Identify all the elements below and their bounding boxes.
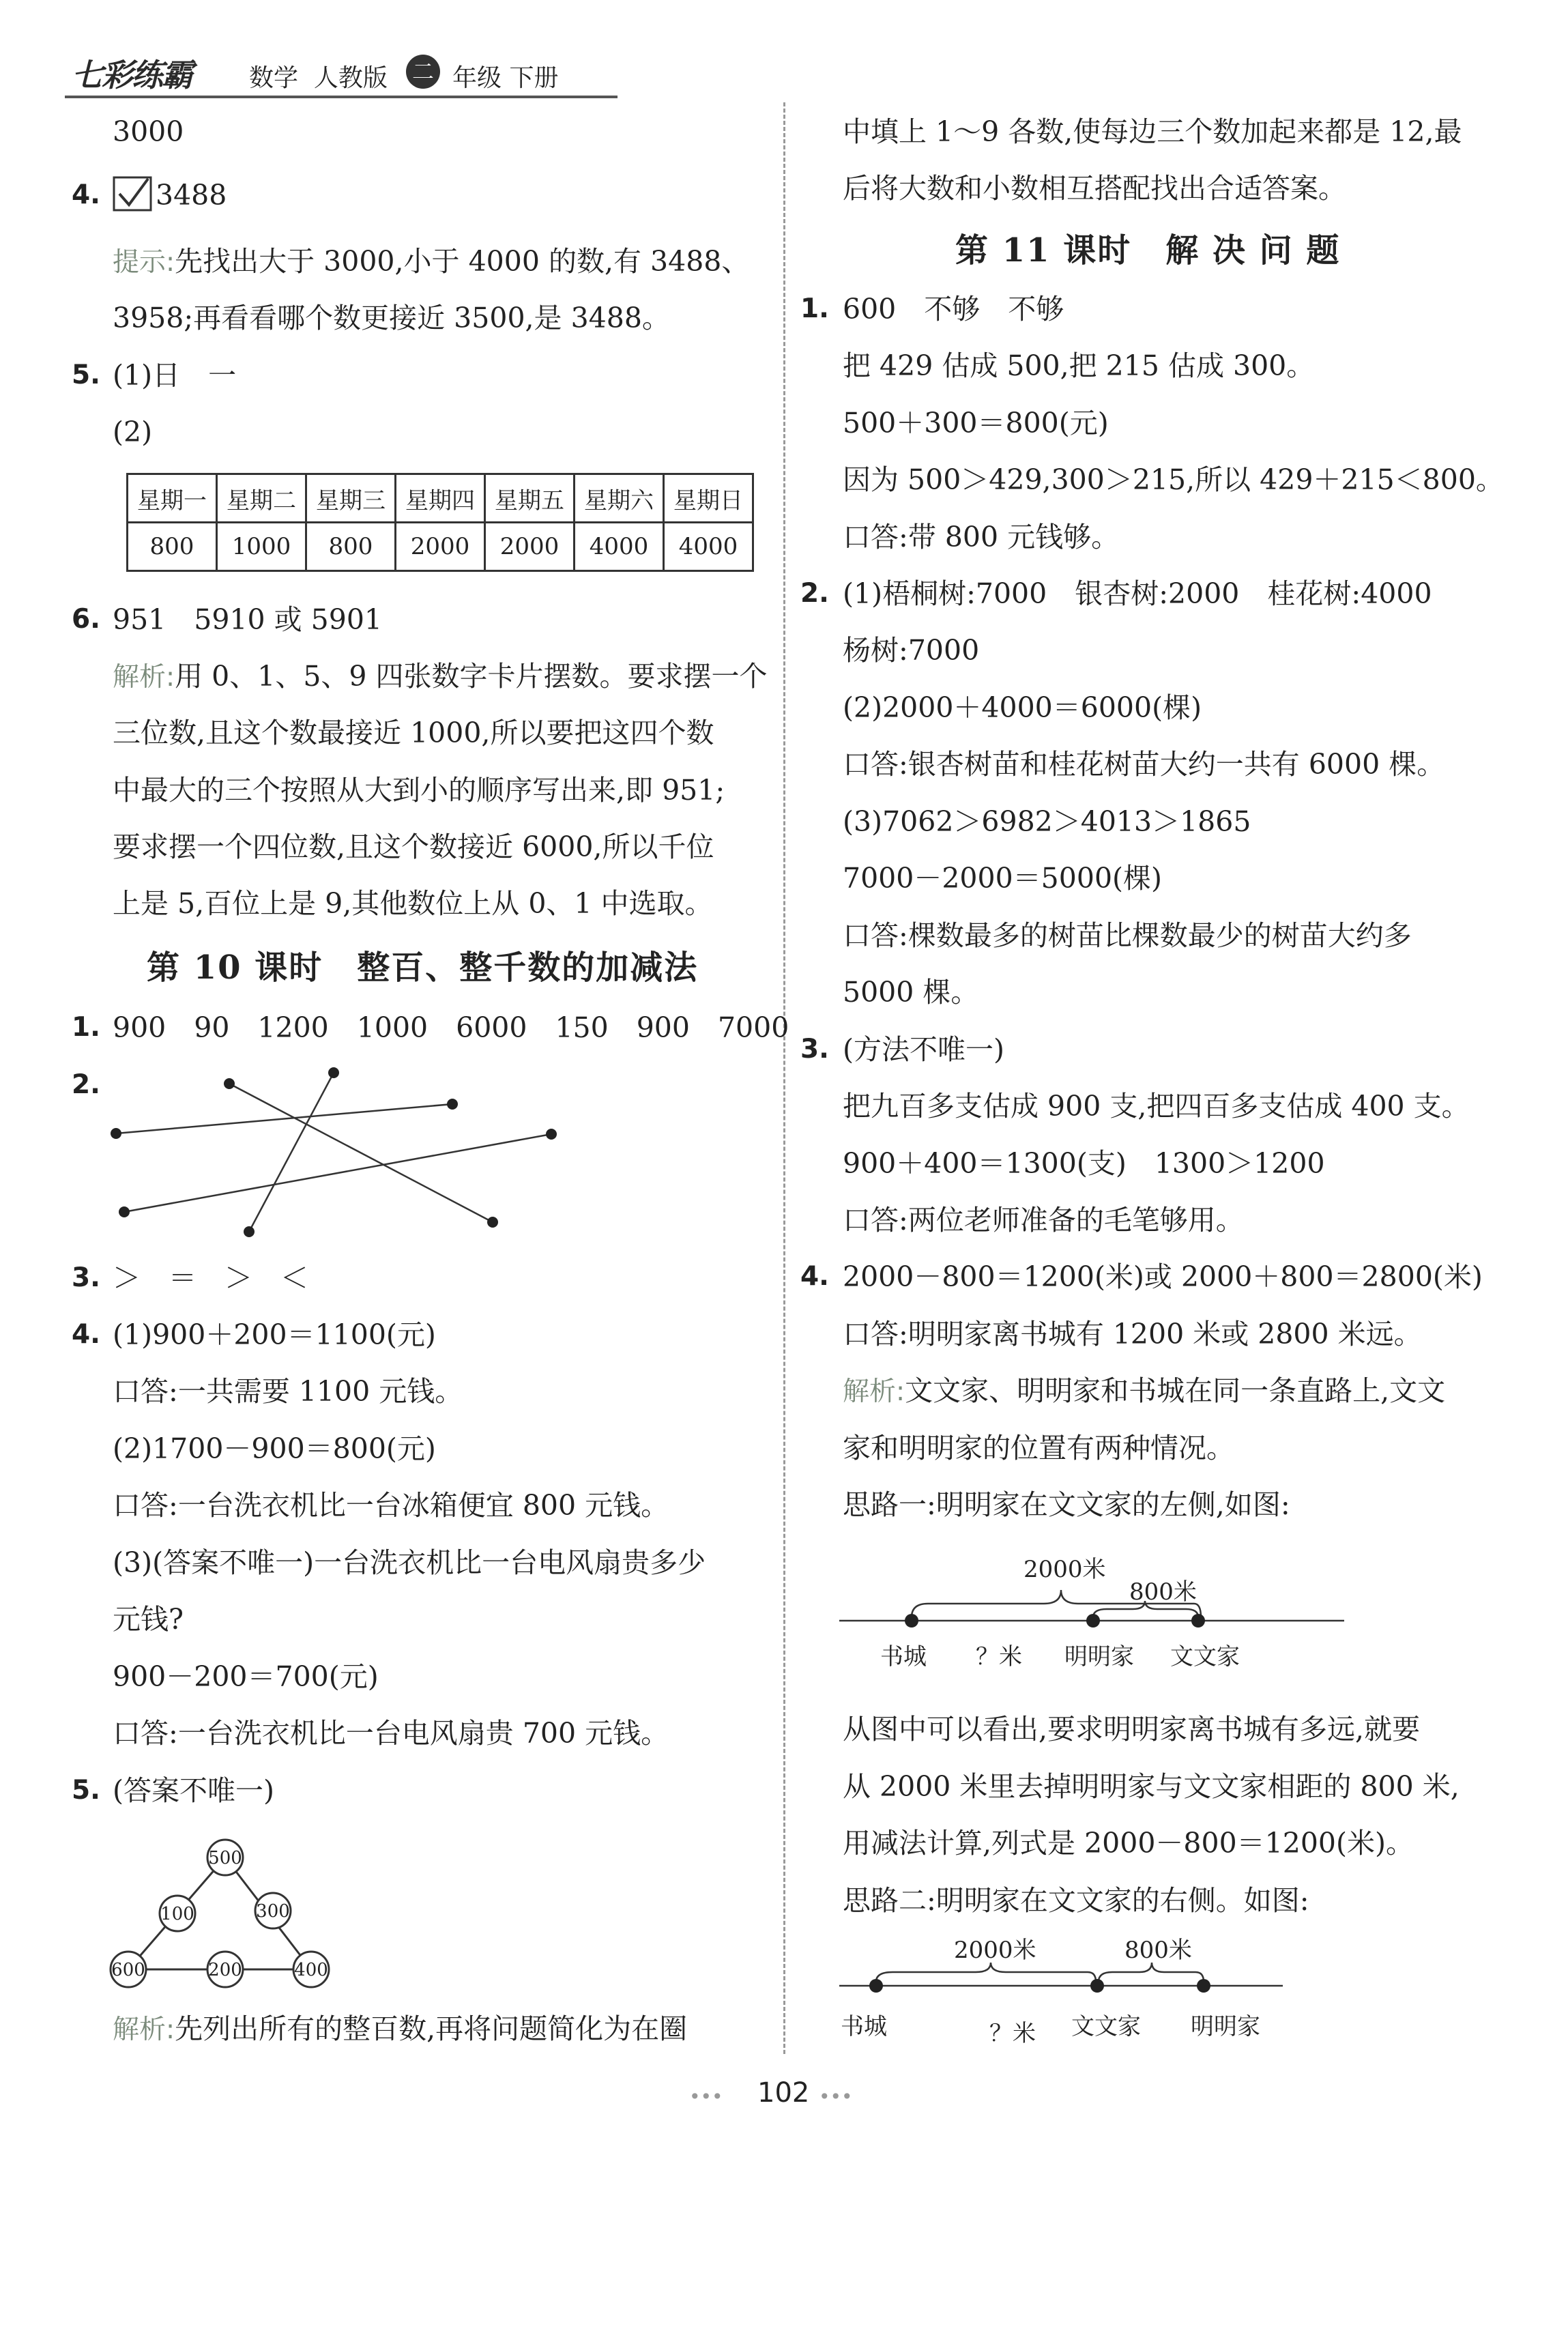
lesson-10-title: 第 10 课时 整百、整千数的加减法 <box>147 949 699 987</box>
r-q4-number: 4. <box>800 1261 829 1292</box>
table-cell: 1000 <box>217 523 306 571</box>
dots-right-icon: ••• <box>819 2085 853 2108</box>
l10-q4-line: 900－200＝700(元) <box>113 1660 379 1693</box>
r-q2-line: 口答:棵数最多的树苗比棵数最少的树苗大约多 <box>843 919 1412 952</box>
table-header: 星期三 <box>306 474 396 523</box>
q6-answer: 951 5910 或 5901 <box>113 603 383 636</box>
l10-q4-line: 元钱? <box>113 1603 184 1636</box>
r-q2-line: (3)7062＞6982＞4013＞1865 <box>843 805 1251 838</box>
table-cell: 4000 <box>575 523 664 571</box>
header <box>65 48 618 101</box>
triangle-node: 500 <box>208 1848 242 1868</box>
q6-number: 6. <box>72 604 100 635</box>
triangle-node: 600 <box>111 1960 145 1980</box>
column-divider <box>783 102 785 2054</box>
d1-label-c: 文文家 <box>1170 1643 1240 1670</box>
r-q1-line: 因为 500＞429,300＞215,所以 429＋215＜800。 <box>843 463 1504 496</box>
r-q1-number: 1. <box>800 293 829 324</box>
r-q3-number: 3. <box>800 1034 829 1065</box>
q6-analysis-line: 三位数,且这个数最接近 1000,所以要把这四个数 <box>113 717 714 749</box>
q5-number: 5. <box>72 360 100 390</box>
table-cell: 4000 <box>664 523 753 571</box>
q5-part1: (1)日 一 <box>113 359 237 392</box>
triangle-node: 400 <box>294 1960 328 1980</box>
prev-tail: 3000 <box>113 115 184 148</box>
r-q4-idea2: 思路二:明明家在文文家的右侧。如图: <box>843 1884 1309 1917</box>
table-header: 星期四 <box>396 474 485 523</box>
table-cell: 2000 <box>485 523 575 571</box>
r-q2-line: 5000 棵。 <box>843 976 979 1009</box>
r-q1-line: 600 不够 不够 <box>843 293 1064 326</box>
check-box-icon <box>113 176 152 212</box>
q5-part2: (2) <box>113 416 153 448</box>
r-q2-line: (2)2000＋4000＝6000(棵) <box>843 691 1202 724</box>
r-q4-after: 从图中可以看出,要求明明家离书城有多远,就要 <box>843 1713 1421 1746</box>
q4-number: 4. <box>72 179 100 210</box>
right-cont-line: 后将大数和小数相互搭配找出合适答案。 <box>843 172 1346 205</box>
l10-q5-note: (答案不唯一) <box>113 1774 274 1807</box>
q6-analysis-line: 要求摆一个四位数,且这个数接近 6000,所以千位 <box>113 830 714 863</box>
r-q4-after: 从 2000 米里去掉明明家与文文家相距的 800 米, <box>843 1770 1460 1803</box>
r-q2-number: 2. <box>800 578 829 609</box>
page-number: 102 <box>757 2077 810 2109</box>
d2-top-label-2: 800米 <box>1124 1937 1192 1964</box>
d2-label-b: 文文家 <box>1071 2013 1141 2040</box>
table-cell: 800 <box>306 523 396 571</box>
weekday-table <box>126 473 754 572</box>
analysis-label: 解析: <box>113 2014 175 2045</box>
header-rule <box>65 96 618 98</box>
l10-q2-number: 2. <box>72 1069 100 1100</box>
r-q2-line: 7000－2000＝5000(棵) <box>843 862 1163 895</box>
r-q3-line: 900＋400＝1300(支) 1300＞1200 <box>843 1147 1325 1180</box>
r-q1-line: 500＋300＝800(元) <box>843 407 1109 439</box>
triangle-diagram <box>102 1836 341 1993</box>
hint-label: 提示: <box>113 247 175 278</box>
analysis-label: 解析: <box>113 662 175 693</box>
l10-q1-answer: 900 90 1200 1000 6000 150 900 7000 <box>113 1011 789 1044</box>
q6-analysis-line: 解析:用 0、1、5、9 四张数字卡片摆数。要求摆一个 <box>113 660 768 693</box>
q4-hint-line-2: 3958;再看看哪个数更接近 3500,是 3488。 <box>113 302 670 334</box>
distance-diagram-2 <box>839 1931 1290 2054</box>
d2-top-label-1: 2000米 <box>954 1937 1036 1964</box>
l10-q4-number: 4. <box>72 1319 100 1350</box>
triangle-node: 200 <box>208 1960 242 1980</box>
table-cell: 2000 <box>396 523 485 571</box>
right-cont-line: 中填上 1～9 各数,使每边三个数加起来都是 12,最 <box>843 115 1462 148</box>
r-q3-line: (方法不唯一) <box>843 1033 1004 1066</box>
d1-top-label: 2000米 <box>1023 1556 1106 1583</box>
r-q1-line: 把 429 估成 500,把 215 估成 300。 <box>843 349 1315 382</box>
page-footer <box>689 2074 880 2115</box>
r-q4-analysis: 家和明明家的位置有两种情况。 <box>843 1432 1234 1464</box>
q4-hint-line-1: 提示:先找出大于 3000,小于 4000 的数,有 3488、 <box>113 245 750 278</box>
triangle-node: 300 <box>256 1901 290 1922</box>
q6-analysis-line: 中最大的三个按照从大到小的顺序写出来,即 951; <box>113 774 725 807</box>
d1-label-b: 明明家 <box>1064 1643 1134 1670</box>
r-q2-line: (1)梧桐树:7000 银杏树:2000 桂花树:4000 <box>843 577 1432 610</box>
dots-left-icon: ••• <box>689 2085 723 2108</box>
d1-label-a: 书城 <box>880 1643 927 1670</box>
l10-q4-line: 口答:一共需要 1100 元钱。 <box>113 1375 463 1408</box>
matching-diagram <box>102 1058 580 1242</box>
l10-q4-line: (3)(答案不唯一)一台洗衣机比一台电风扇贵多少 <box>113 1546 706 1579</box>
l10-q4-line: (2)1700－900＝800(元) <box>113 1432 436 1465</box>
lesson-11-title: 第 11 课时 解 决 问 题 <box>955 231 1341 270</box>
d2-label-q: ？米 <box>989 2020 1036 2047</box>
analysis-label: 解析: <box>843 1376 905 1407</box>
d1-label-q: ？米 <box>976 1643 1022 1670</box>
table-header: 星期日 <box>664 474 753 523</box>
q6-analysis-line: 上是 5,百位上是 9,其他数位上从 0、1 中选取。 <box>113 887 713 920</box>
r-q4-idea1: 思路一:明明家在文文家的左侧,如图: <box>843 1488 1290 1521</box>
grade-circle: 二 <box>406 55 440 89</box>
l10-q5-number: 5. <box>72 1775 100 1806</box>
table-header: 星期六 <box>575 474 664 523</box>
r-q4-after: 用减法计算,列式是 2000－800＝1200(米)。 <box>843 1827 1414 1860</box>
l10-q4-line: 口答:一台洗衣机比一台电风扇贵 700 元钱。 <box>113 1717 669 1750</box>
table-header: 星期一 <box>128 474 217 523</box>
l10-q3-answer: ＞ ＝ ＞ ＜ <box>113 1262 308 1294</box>
r-q1-line: 口答:带 800 元钱够。 <box>843 521 1120 553</box>
r-q3-line: 把九百多支估成 900 支,把四百多支估成 400 支。 <box>843 1090 1470 1123</box>
d2-label-a: 书城 <box>841 2013 887 2040</box>
table-header: 星期五 <box>485 474 575 523</box>
l10-q4-line: (1)900＋200＝1100(元) <box>113 1318 436 1351</box>
triangle-node: 100 <box>160 1904 194 1924</box>
q4-answer: 3488 <box>156 179 227 212</box>
d2-label-c: 明明家 <box>1191 2013 1260 2040</box>
table-cell: 800 <box>128 523 217 571</box>
l10-q5-analysis: 解析:先列出所有的整百数,再将问题简化为在圈 <box>113 2012 688 2045</box>
r-q2-line: 口答:银杏树苗和桂花树苗大约一共有 6000 棵。 <box>843 748 1445 781</box>
l10-q3-number: 3. <box>72 1262 100 1293</box>
d1-mid-label: 800米 <box>1129 1578 1197 1606</box>
distance-diagram-1 <box>839 1535 1351 1692</box>
l10-q4-line: 口答:一台洗衣机比一台冰箱便宜 800 元钱。 <box>113 1489 669 1522</box>
header-subject: 数学 人教版 <box>249 64 388 92</box>
r-q4-line: 2000－800＝1200(米)或 2000＋800＝2800(米) <box>843 1260 1483 1293</box>
header-grade: 年级 下册 <box>452 64 559 92</box>
r-q4-line: 口答:明明家离书城有 1200 米或 2800 米远。 <box>843 1318 1422 1350</box>
l10-q1-number: 1. <box>72 1012 100 1043</box>
table-header: 星期二 <box>217 474 306 523</box>
r-q4-analysis: 解析:文文家、明明家和书城在同一条直路上,文文 <box>843 1374 1446 1407</box>
brand-logo: 七彩练霸 <box>72 57 192 93</box>
r-q3-line: 口答:两位老师准备的毛笔够用。 <box>843 1204 1244 1236</box>
r-q2-line: 杨树:7000 <box>843 634 980 667</box>
